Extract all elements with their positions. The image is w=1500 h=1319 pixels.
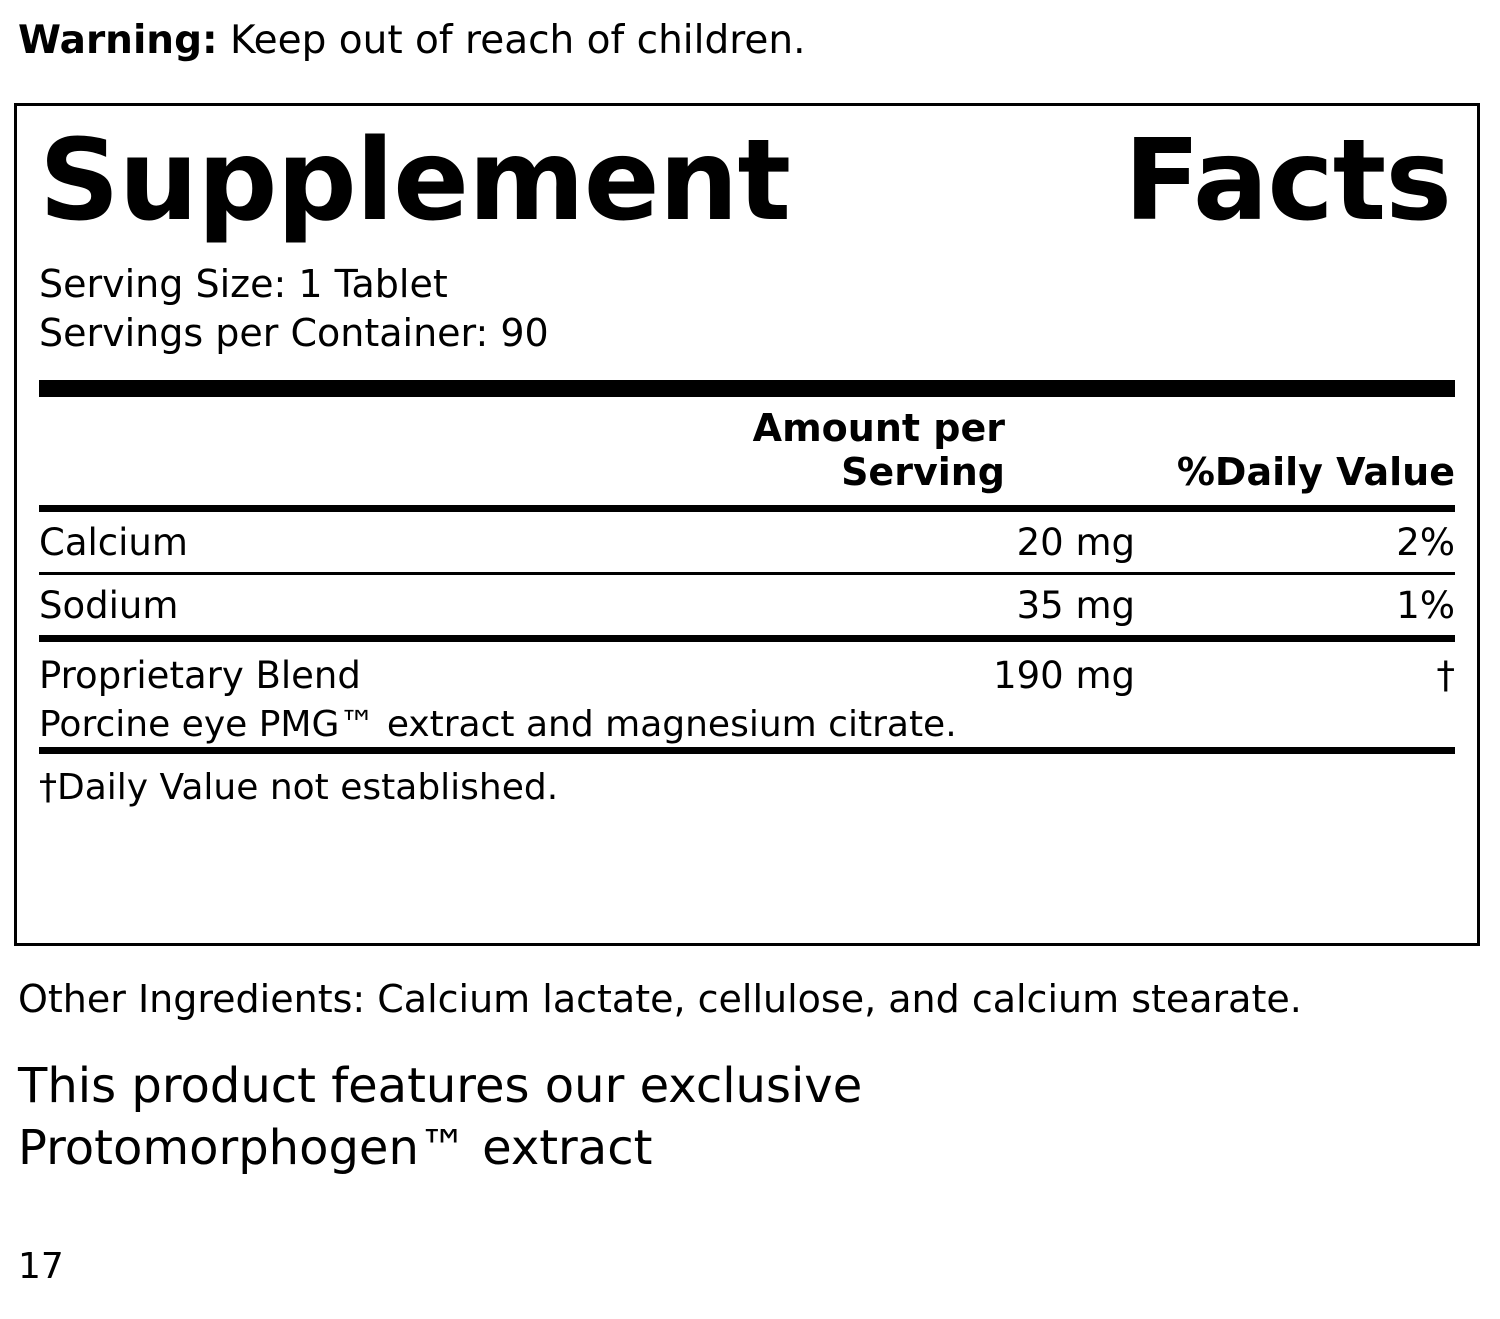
- supplement-facts-panel: [14, 103, 1480, 946]
- table-header-row: [39, 397, 1455, 505]
- nutrient-name: Calcium: [39, 521, 188, 564]
- blend-description: Porcine eye PMG™ extract and magnesium citrate.: [39, 704, 957, 745]
- supplement-facts-title: [39, 116, 1455, 246]
- table-row: [39, 512, 1455, 572]
- daily-value-footnote: †Daily Value not established.: [39, 767, 559, 808]
- blend-table: [39, 642, 1455, 747]
- title-word-facts: Facts: [1123, 116, 1451, 246]
- feature-statement: This product features our exclusive Protomorphogen™ extract: [18, 1058, 863, 1176]
- blend-description-row: [39, 703, 1455, 747]
- nutrient-amount: 35 mg: [1016, 584, 1135, 627]
- blend-amount: 190 mg: [993, 654, 1135, 697]
- table-row: [39, 575, 1455, 635]
- nutrient-amount: 20 mg: [1016, 521, 1135, 564]
- servings-per-container: Servings per Container: 90: [39, 311, 549, 355]
- page-number: 17: [18, 1246, 64, 1287]
- header-amount-per-serving: Amount per Serving: [752, 406, 1005, 494]
- nutrient-name: Sodium: [39, 584, 179, 627]
- nutrient-table: [39, 512, 1455, 635]
- serving-size: Serving Size: 1 Tablet: [39, 262, 448, 306]
- header-daily-value: %Daily Value: [1176, 450, 1455, 494]
- blend-dv: †: [1436, 654, 1455, 697]
- warning-text: Keep out of reach of children.: [217, 18, 806, 63]
- other-ingredients: Other Ingredients: Calcium lactate, cellulose, and calcium stearate.: [18, 977, 1302, 1021]
- header-blank: [39, 397, 585, 505]
- nutrient-dv: 2%: [1396, 521, 1455, 564]
- blend-name: Proprietary Blend: [39, 654, 361, 697]
- rule-below-blend: [39, 747, 1455, 754]
- rule-under-header: [39, 505, 1455, 512]
- nutrient-dv: 1%: [1396, 584, 1455, 627]
- table-row: [39, 642, 1455, 703]
- supplement-facts-table: [39, 397, 1455, 505]
- title-word-supplement: Supplement: [39, 116, 791, 246]
- warning-label: Warning:: [18, 18, 218, 63]
- rule-above-blend: [39, 635, 1455, 642]
- rule-heavy-top: [39, 380, 1455, 397]
- warning-line: [18, 16, 806, 66]
